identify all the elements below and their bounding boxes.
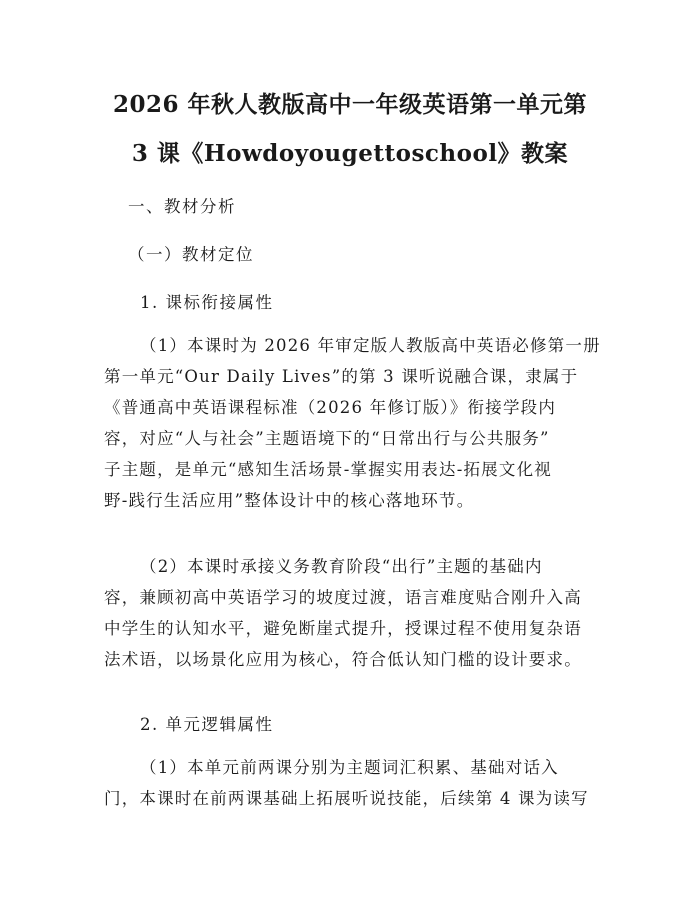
paragraph-line: 中学生的认知水平，避免断崖式提升，授课过程不使用复杂语 <box>104 619 582 638</box>
paragraph-line: 容，兼顾初高中英语学习的坡度过渡，语言难度贴合刚升入高 <box>104 588 582 607</box>
paragraph-line: 《普通高中英语课程标准（2026 年修订版）》衔接学段内 <box>104 398 557 417</box>
paragraph-line: 第一单元“Our Daily Lives”的第 3 课听说融合课，隶属于 <box>104 367 579 386</box>
paragraph-line: （1）本课时为 2026 年审定版人教版高中英语必修第一册 <box>140 336 601 355</box>
subsection-heading-textbook-positioning: （一）教材定位 <box>128 245 254 264</box>
paragraph-line: 野-践行生活应用”整体设计中的核心落地环节。 <box>104 491 475 510</box>
paragraph-line: 容，对应“人与社会”主题语境下的“日常出行与公共服务” <box>104 429 550 448</box>
paragraph-line: （1）本单元前两课分别为主题词汇积累、基础对话入 <box>140 758 559 777</box>
document-title-line-2: 3 课《Howdoyougettoschool》教案 <box>131 140 569 167</box>
document-title-line-1: 2026 年秋人教版高中一年级英语第一单元第 <box>112 91 588 118</box>
paragraph-unit-logic-1 <box>104 752 604 814</box>
point-heading-curriculum-link: 1. 课标衔接属性 <box>140 293 274 312</box>
point-heading-unit-logic: 2. 单元逻辑属性 <box>140 715 274 734</box>
section-heading-textbook-analysis: 一、教材分析 <box>128 197 236 216</box>
paragraph-line: （2）本课时承接义务教育阶段“出行”主题的基础内 <box>140 557 543 576</box>
paragraph-line: 法术语，以场景化应用为核心，符合低认知门槛的设计要求。 <box>104 650 582 669</box>
paragraph-line: 门，本课时在前两课基础上拓展听说技能，后续第 4 课为读写 <box>104 789 589 808</box>
paragraph-curriculum-link-1 <box>104 330 604 516</box>
paragraph-line: 子主题，是单元“感知生活场景-掌握实用表达-拓展文化视 <box>104 460 552 479</box>
paragraph-curriculum-link-2 <box>104 551 604 675</box>
